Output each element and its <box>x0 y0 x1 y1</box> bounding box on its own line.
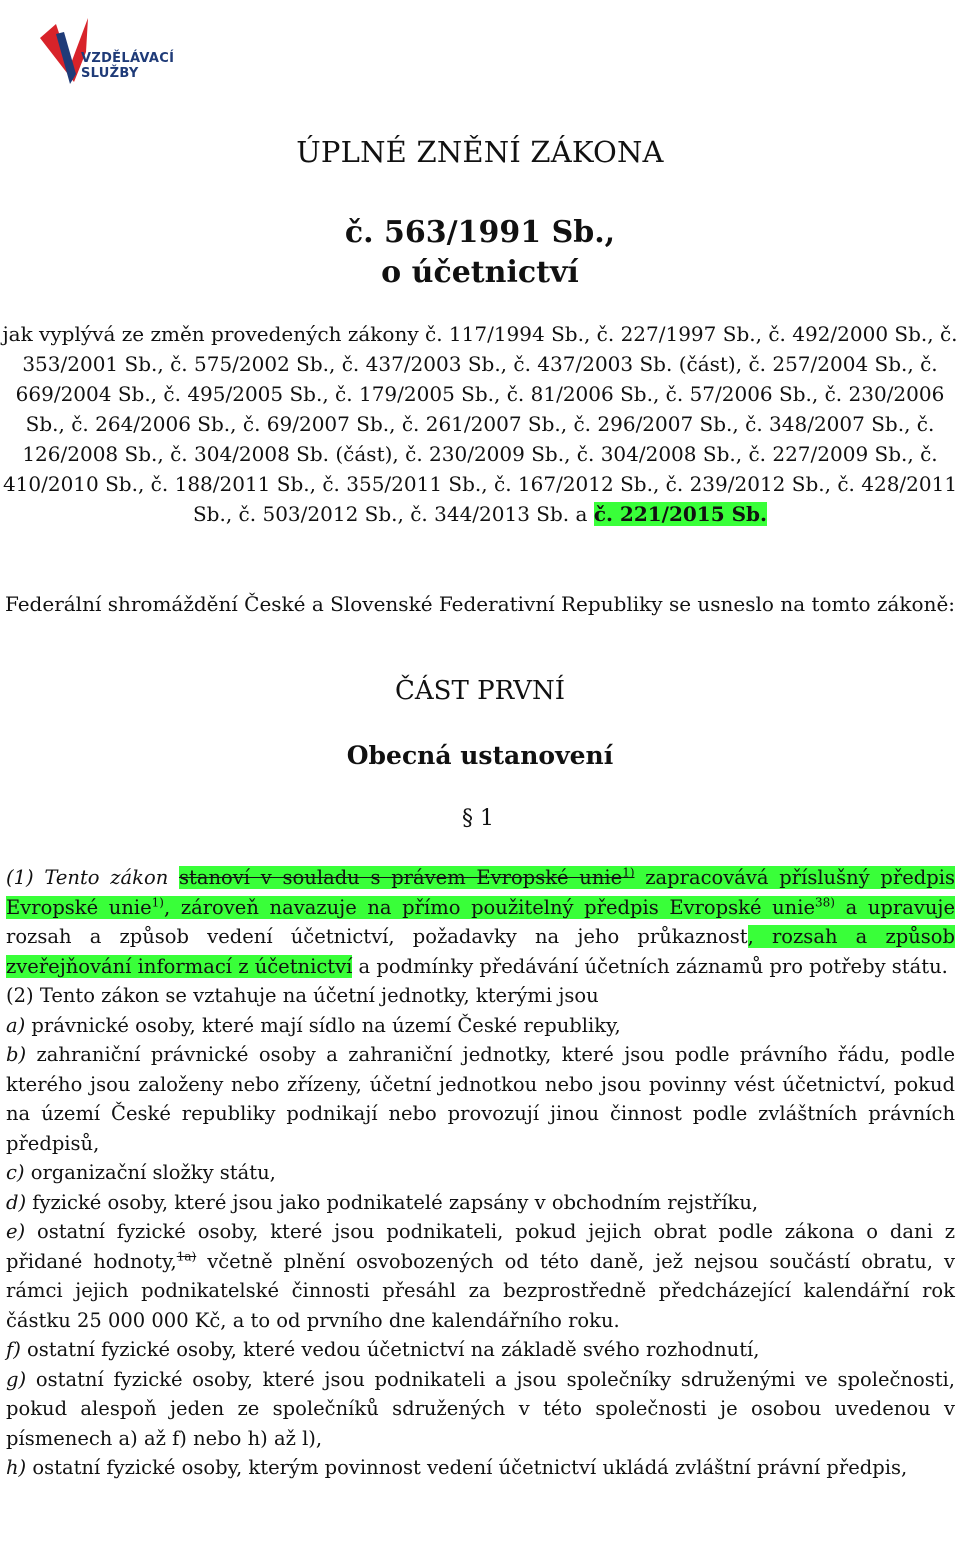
subsection-1-end: a podmínky předávání účetních záznamů pro potřeby státu. <box>352 954 948 978</box>
list-marker: e) <box>6 1220 26 1243</box>
subsection-1-lead: (1) Tento zákon <box>6 866 180 889</box>
list-item-text: ostatní fyzické osoby, které jsou podnikateli, pokud jejich obrat podle zákona o dani z přidané hodnoty, <box>6 1220 955 1273</box>
list-item-g <box>6 1365 955 1454</box>
subsection-2-text: (2) Tento zákon se vztahuje na účetní jednotky, kterými jsou <box>6 984 599 1007</box>
law-subject: o účetnictví <box>381 255 579 290</box>
list-marker: g) <box>6 1367 27 1391</box>
list-marker: f) <box>6 1338 21 1361</box>
inserted-text-2: , rozsah a způsob zveřejňování informací z účetnictví <box>6 925 955 978</box>
section-heading: Obecná ustanovení <box>346 741 614 770</box>
list-marker: a) <box>6 1013 26 1037</box>
list-item-e <box>6 1217 955 1335</box>
logo-text <box>81 51 174 81</box>
footnote-ref: 1) <box>622 865 635 880</box>
list-marker: h) <box>6 1456 27 1479</box>
footnote-ref: 1a) <box>176 1249 197 1263</box>
list-item-text-cont: včetně plnění osvobozených od této daně, jež nejsou součástí obratu, v rámci jejich podnikatelské činnosti přesáhl za bezprostředně předcházející kalendářní rok částku 25 000 000 Kč, a to od prvního dne kalendářního roku. <box>6 1249 955 1332</box>
list-item-text: fyzické osoby, které jsou jako podnikatelé zapsány v obchodním rejstříku, <box>26 1190 759 1214</box>
logo-line-1: VZDĚLÁVACÍ <box>81 51 175 66</box>
amendments-list <box>0 319 960 529</box>
struck-text <box>179 866 635 889</box>
paragraph-number: § 1 <box>462 806 494 831</box>
list-item-text: právnické osoby, které mají sídlo na území České republiky, <box>25 1013 621 1037</box>
struck-text-body: stanoví v souladu s právem Evropské unie <box>179 866 623 889</box>
list-item-text: organizační složky státu, <box>24 1161 276 1184</box>
list-item-text: ostatní fyzické osoby, které jsou podnikateli a jsou společníky sdruženými ve společnosti, pokud alespoň jeden ze společníků sdružených v této společnosti je osobou uvedenou v písmenech a) až f) nebo h) až l), <box>6 1367 955 1450</box>
inserted-text-1-cont: , zároveň navazuje na přímo použitelný předpis Evropské unie <box>164 895 816 919</box>
document-title: ÚPLNÉ ZNĚNÍ ZÁKONA <box>296 135 664 169</box>
footnote-ref: 1) <box>151 895 164 909</box>
law-header <box>0 213 960 293</box>
list-marker: d) <box>6 1190 27 1214</box>
law-number: č. 563/1991 Sb., <box>344 215 616 250</box>
logo-line-2: SLUŽBY <box>81 66 139 81</box>
list-item-text: ostatní fyzické osoby, které vedou účetnictví na základě svého rozhodnutí, <box>20 1338 760 1361</box>
amendments-text: jak vyplývá ze změn provedených zákony č. 117/1994 Sb., č. 227/1997 Sb., č. 492/2000 Sb., č. 353/2001 Sb., č. 575/2002 Sb., č. 437/2003 Sb., č. 437/2003 Sb. (část), č. 257/2004 Sb., č. 669/2004 Sb., č. 495/2005 Sb., č. 179/2005 Sb., č. 81/2006 Sb., č. 57/2006 Sb., č. 230/2006 Sb., č. 264/2006 Sb., č. 69/2007 Sb., č. 261/2007 Sb., č. 296/2007 Sb., č. 348/2007 Sb., č. 126/2008 Sb., č. 304/2008 Sb. (část), č. 230/2009 Sb., č. 304/2008 Sb., č. 227/2009 Sb., č. 410/2010 Sb., č. 188/2011 Sb., č. 355/2011 Sb., č. 167/2012 Sb., č. 239/2012 Sb., č. 428/2011 Sb., č. 503/2012 Sb., č. 344/2013 Sb. a <box>2 322 958 526</box>
list-item-f <box>6 1335 955 1365</box>
amendments-highlight: č. 221/2015 Sb. <box>593 502 767 526</box>
list-item-c <box>6 1158 955 1188</box>
list-item-text: ostatní fyzické osoby, kterým povinnost vedení účetnictví ukládá zvláštní právní předpis, <box>26 1456 908 1479</box>
list-item-text: zahraniční právnické osoby a zahraniční jednotky, které jsou podle právního řádu, podle kterého jsou založeny nebo zřízeny, účetní jednotkou nebo jsou povinny vést účetnictví, pokud na území České republiky podnikají nebo provozují jinou činnost podle zvláštních právních předpisů, <box>6 1043 955 1155</box>
list-item-b <box>6 1040 955 1158</box>
list-item-a <box>6 1011 955 1041</box>
part-heading: ČÁST PRVNÍ <box>394 676 566 706</box>
list-marker: c) <box>6 1161 25 1184</box>
subsection-1-mid: rozsah a způsob vedení účetnictví, požadavky na jeho průkaznost <box>6 925 748 948</box>
list-item-h <box>6 1453 955 1483</box>
subsection-1 <box>6 863 955 981</box>
footnote-ref: 38) <box>815 895 835 909</box>
inserted-text-1-body: zapracovává příslušný předpis Evropské unie <box>6 866 955 919</box>
law-body <box>6 863 955 1483</box>
subsection-2 <box>6 981 955 1011</box>
list-marker: b) <box>6 1043 27 1066</box>
inserted-text-1-end: a upravuje <box>834 895 955 919</box>
preamble: Federální shromáždění České a Slovenské Federativní Republiky se usneslo na tomto zákoně: <box>4 592 956 616</box>
list-item-d <box>6 1188 955 1218</box>
